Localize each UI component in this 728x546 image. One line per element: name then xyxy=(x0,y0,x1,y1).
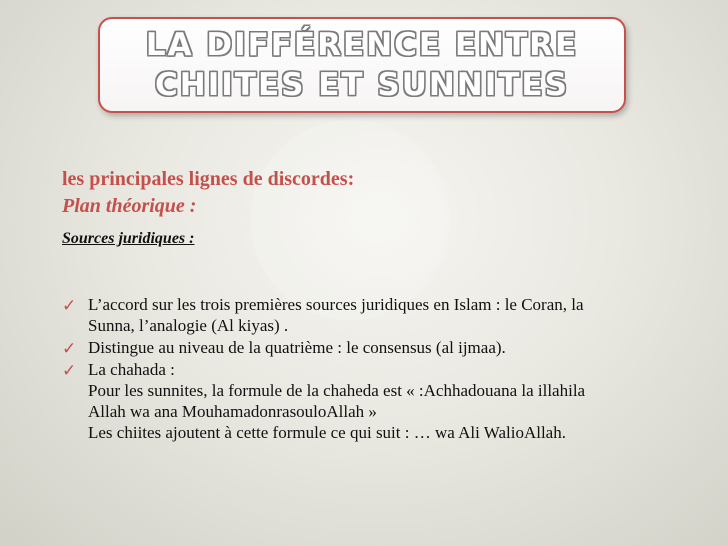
bullet-line: Les chiites ajoutent à cette formule ce qui suit : … wa Ali WalioAllah. xyxy=(88,423,566,442)
bullet-line: L’accord sur les trois premières sources juridiques en Islam : le Coran, la xyxy=(88,295,584,314)
check-mark-icon: ✓ xyxy=(62,339,77,359)
bullet-item-1 xyxy=(62,294,692,336)
bullet-item-2 xyxy=(62,337,692,358)
main-heading: les principales lignes de discordes: xyxy=(62,168,355,190)
bullet-line: La chahada : xyxy=(88,360,175,379)
bullet-list xyxy=(62,294,692,444)
bullet-line: Sunna, l’analogie (Al kiyas) . xyxy=(88,316,289,335)
bullet-line: Allah wa ana MouhamadonrasouloAllah » xyxy=(88,402,377,421)
check-mark-icon: ✓ xyxy=(62,361,77,381)
title-line-1: LA DIFFÉRENCE ENTRE xyxy=(145,27,579,63)
check-mark-icon: ✓ xyxy=(62,296,77,316)
bullet-line: Distingue au niveau de la quatrième : le consensus (al ijmaa). xyxy=(88,338,506,357)
sources-heading: Sources juridiques : xyxy=(62,230,195,247)
bullet-line: Pour les sunnites, la formule de la chaheda est « :Achhadouana la illahila xyxy=(88,381,586,400)
background-decoration xyxy=(250,120,450,320)
title-line-2: CHIITES ET SUNNITES xyxy=(155,67,569,103)
title-box xyxy=(98,17,626,113)
plan-heading: Plan théorique : xyxy=(62,195,197,217)
bullet-item-3 xyxy=(62,359,692,443)
